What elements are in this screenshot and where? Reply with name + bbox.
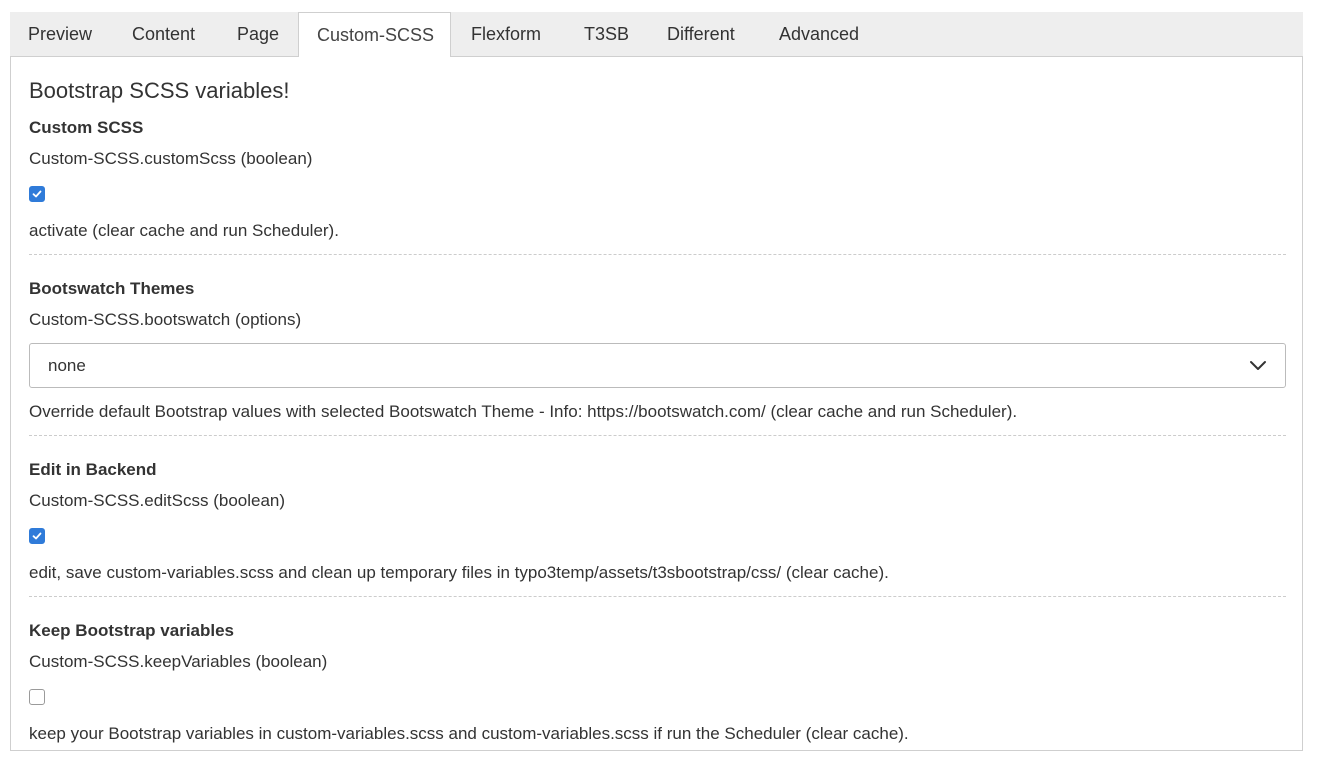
tab-panel-custom-scss	[10, 57, 1303, 751]
edit-backend-path: Custom-SCSS.editScss (boolean)	[29, 491, 286, 510]
tab-bar	[10, 12, 1303, 57]
section-divider	[29, 435, 1286, 436]
tab-flexform[interactable]: Flexform	[471, 24, 542, 44]
custom-scss-path: Custom-SCSS.customScss (boolean)	[29, 149, 313, 168]
tab-custom-scss[interactable]: Custom-SCSS	[298, 12, 451, 58]
custom-scss-description: activate (clear cache and run Scheduler).	[29, 221, 339, 240]
section-divider	[29, 596, 1286, 597]
check-icon	[32, 189, 42, 199]
bootswatch-select[interactable]	[29, 343, 1286, 388]
keep-variables-label: Keep Bootstrap variables	[29, 621, 235, 640]
tab-advanced[interactable]: Advanced	[779, 24, 860, 44]
custom-scss-label: Custom SCSS	[29, 118, 144, 137]
page-title: Bootstrap SCSS variables!	[29, 78, 290, 103]
section-divider	[29, 254, 1286, 255]
tab-page[interactable]: Page	[237, 24, 280, 44]
tab-content[interactable]: Content	[132, 24, 196, 44]
edit-backend-label: Edit in Backend	[29, 460, 157, 479]
bootswatch-path: Custom-SCSS.bootswatch (options)	[29, 310, 302, 329]
custom-scss-checkbox[interactable]	[29, 186, 45, 202]
keep-variables-description: keep your Bootstrap variables in custom-variables.scss and custom-variables.scss if run the Scheduler (clear cache).	[29, 724, 909, 743]
tab-t3sb[interactable]: T3SB	[584, 24, 630, 44]
keep-variables-path: Custom-SCSS.keepVariables (boolean)	[29, 652, 328, 671]
tab-different[interactable]: Different	[667, 24, 735, 44]
settings-frame	[10, 12, 1303, 751]
tab-preview[interactable]: Preview	[28, 24, 93, 44]
bootswatch-label: Bootswatch Themes	[29, 279, 195, 298]
edit-backend-checkbox[interactable]	[29, 528, 45, 544]
bootswatch-description: Override default Bootstrap values with selected Bootswatch Theme - Info: https://bootswatch.com/ (clear cache and run Scheduler).	[29, 402, 1018, 421]
check-icon	[32, 531, 42, 541]
keep-variables-checkbox[interactable]	[29, 689, 45, 705]
edit-backend-description: edit, save custom-variables.scss and clean up temporary files in typo3temp/assets/t3sbootstrap/css/ (clear cache).	[29, 563, 889, 582]
bootswatch-selected-value: none	[48, 356, 86, 375]
chevron-down-icon	[1249, 358, 1267, 377]
